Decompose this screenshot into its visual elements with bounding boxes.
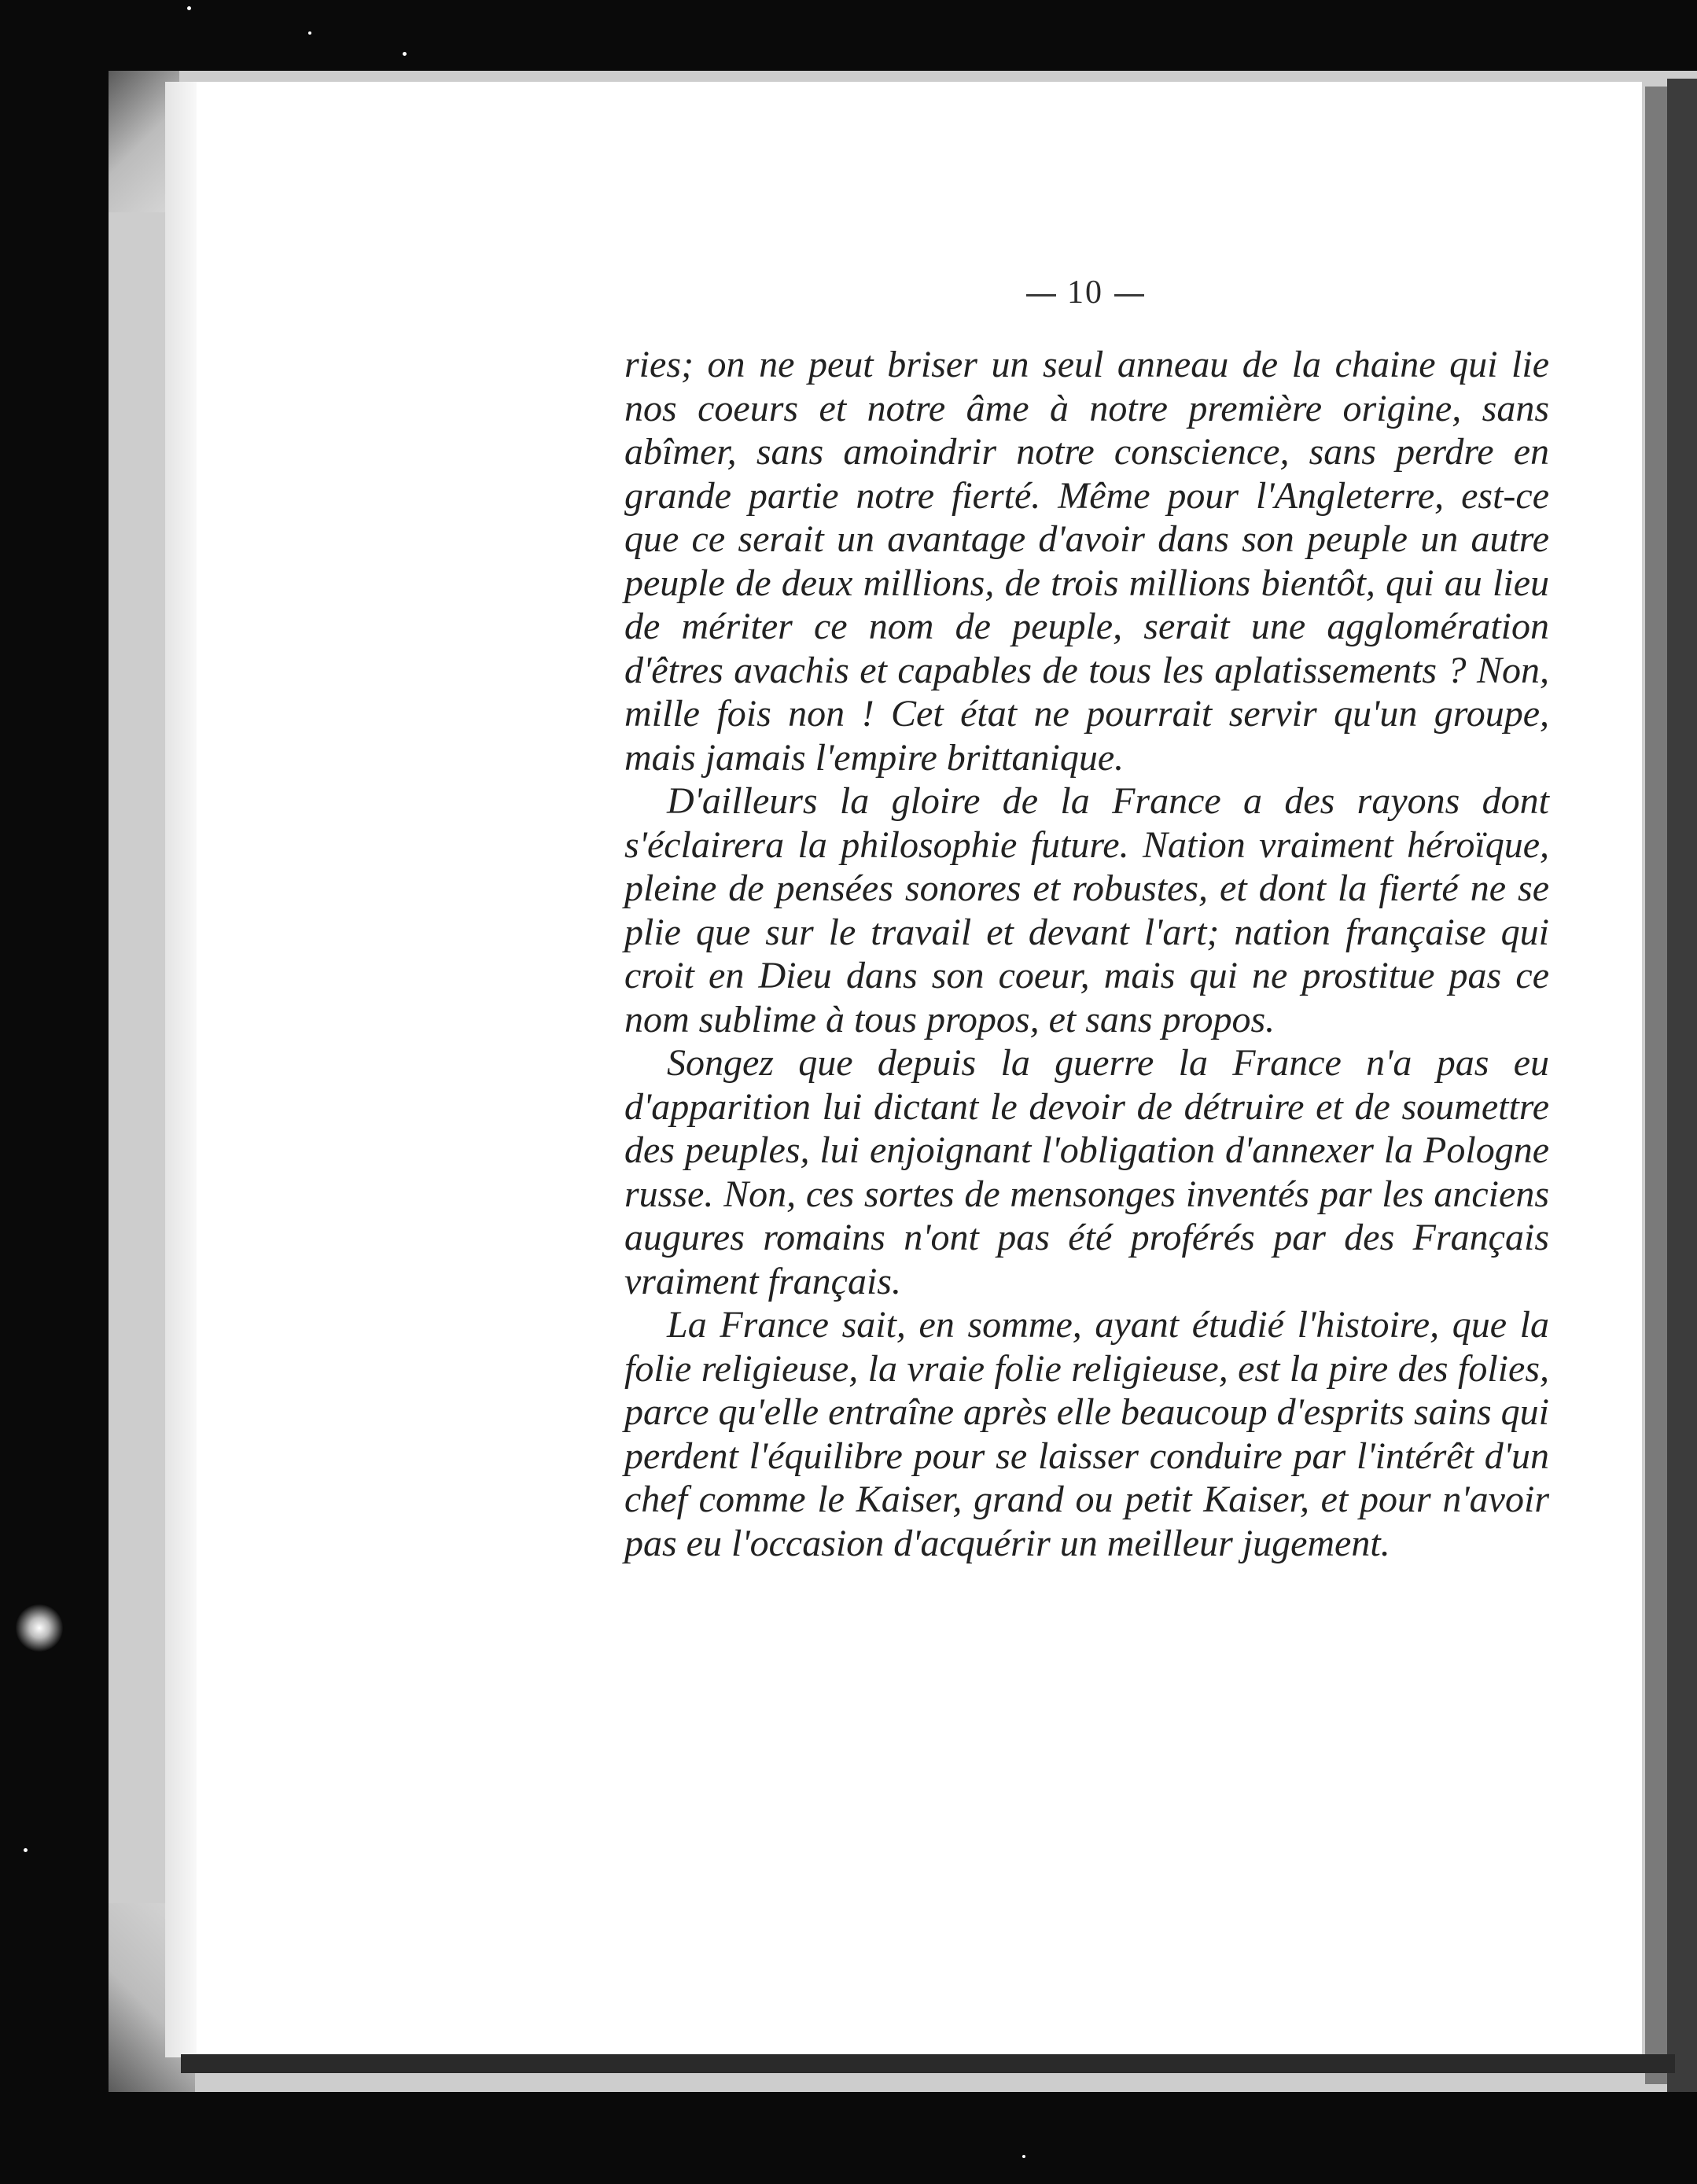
page-edge-shadow <box>1645 87 1667 2084</box>
page-number-value: 10 <box>1067 274 1103 311</box>
paragraph: Songez que depuis la guerre la France n'a pas eu d'apparition lui dictant le devoir de détruire et de soumettre des peuples, lui enjoignant l'obligation d'annexer la Pologne russe. Non, ces sortes de mensonges inventés par les anciens augures romains n'ont pas été proférés par des Français vraiment français. <box>624 1042 1549 1302</box>
dust-speck <box>1022 2155 1025 2158</box>
folio-dash-left <box>1026 294 1056 296</box>
paragraph: La France sait, en somme, ayant étudié l'histoire, que la folie religieuse, la vraie folie religieuse, est la pire des folies, parce qu'elle entraîne après elle beaucoup d'esprits sains qui perdent l'équilibre pour se laisser conduire par l'intérêt d'un chef comme le Kaiser, grand ou petit Kaiser, et pour n'avoir pas eu l'occasion d'acquérir un meilleur jugement. <box>624 1304 1549 1564</box>
page-bottom-edge <box>181 2054 1675 2073</box>
dust-speck <box>403 52 407 56</box>
body-text <box>624 343 1549 1565</box>
paragraph: ries; on ne peut briser un seul anneau de la chaine qui lie nos coeurs et notre âme à notre première origine, sans abîmer, sans amoindrir notre conscience, sans perdre en grande partie notre fierté. Même pour l'Angleterre, est-ce que ce serait un avantage d'avoir dans son peuple un autre peuple de deux millions, de trois millions bientôt, qui au lieu de mériter ce nom de peuple, serait une agglomération d'êtres avachis et capables de tous les aplatissements ? Non, mille fois non ! Cet état ne pourrait servir qu'un groupe, mais jamais l'empire brittanique. <box>624 344 1549 779</box>
cover-edge <box>1667 79 1697 2092</box>
dust-speck <box>187 6 191 10</box>
folio-dash-right <box>1114 294 1144 296</box>
paragraph: D'ailleurs la gloire de la France a des rayons dont s'éclairera la philosophie future. Nation vraiment héroïque, pleine de pensées sonores et robustes, et dont la fierté ne se plie que sur le travail et devant l'art; nation française qui croit en Dieu dans son coeur, mais qui ne prostitue pas ce nom sublime à tous propos, et sans propos. <box>624 780 1549 1040</box>
page-number <box>975 274 1195 311</box>
dust-speck <box>308 31 311 35</box>
dust-speck <box>24 1848 28 1852</box>
light-flare <box>16 1604 63 1652</box>
page-gutter <box>165 82 197 2057</box>
